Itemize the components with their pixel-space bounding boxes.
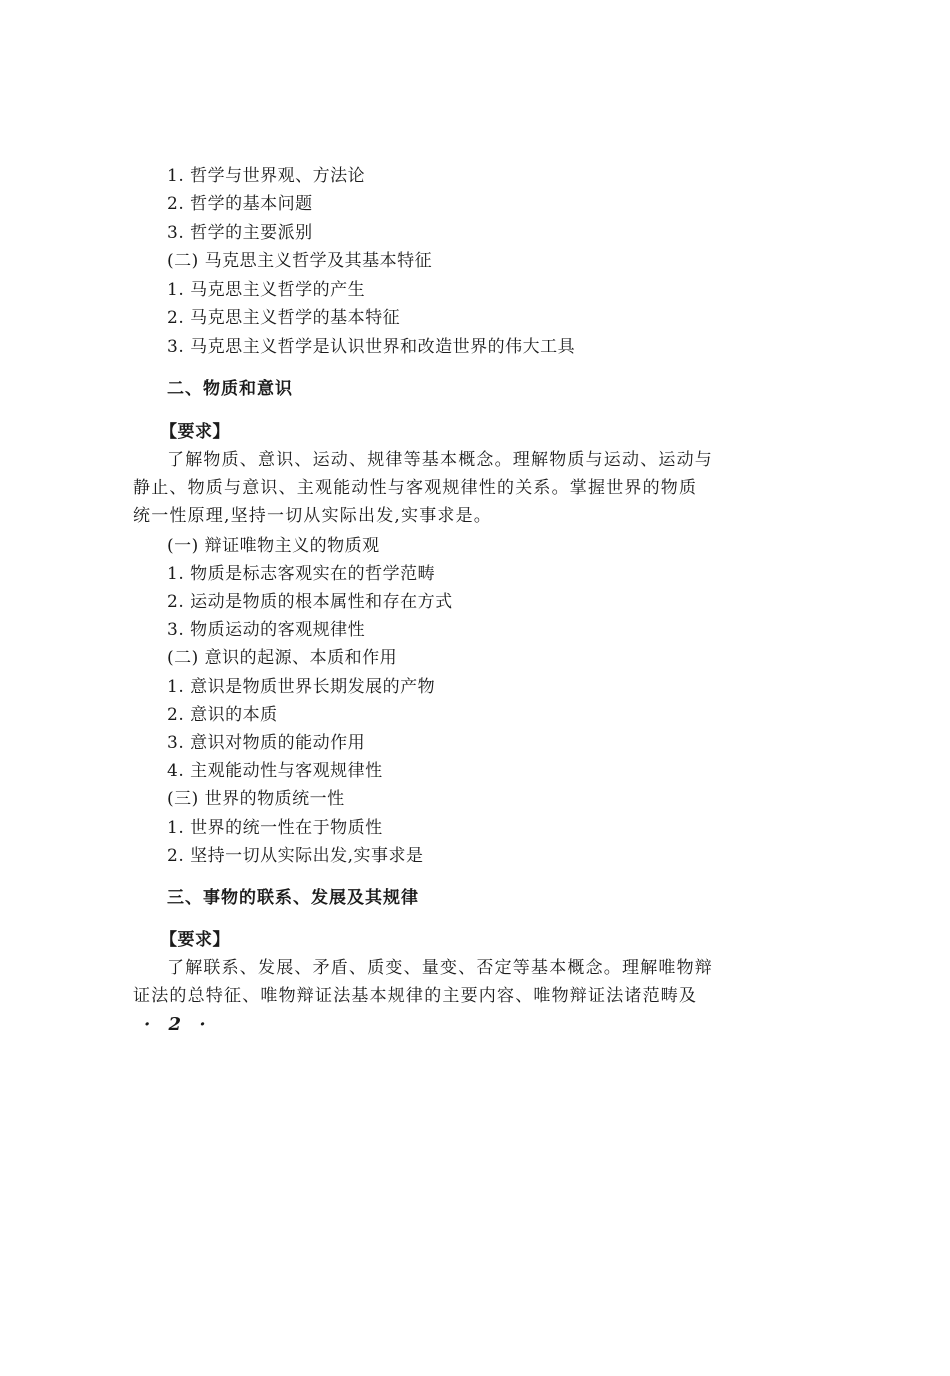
list-item: 3. 物质运动的客观规律性 — [167, 620, 366, 640]
subsection-heading: (三) 世界的物质统一性 — [167, 789, 345, 809]
requirement-paragraph-line: 证法的总特征、唯物辩证法基本规律的主要内容、唯物辩证法诸范畴及 — [133, 986, 698, 1006]
list-item: 2. 意识的本质 — [167, 705, 278, 725]
subsection-heading: (一) 辩证唯物主义的物质观 — [167, 536, 380, 556]
section-heading: 三、事物的联系、发展及其规律 — [167, 888, 419, 908]
list-item: 3. 马克思主义哲学是认识世界和改造世界的伟大工具 — [167, 337, 576, 357]
list-item: 2. 运动是物质的根本属性和存在方式 — [167, 592, 453, 612]
subsection-heading: (二) 马克思主义哲学及其基本特征 — [167, 251, 433, 271]
requirement-label: 【要求】 — [160, 422, 230, 442]
list-item: 1. 世界的统一性在于物质性 — [167, 818, 383, 838]
list-item: 2. 马克思主义哲学的基本特征 — [167, 308, 401, 328]
requirement-paragraph-line: 统一性原理,坚持一切从实际出发,实事求是。 — [133, 506, 493, 526]
list-item: 1. 马克思主义哲学的产生 — [167, 280, 366, 300]
requirement-paragraph-line: 了解物质、意识、运动、规律等基本概念。理解物质与运动、运动与 — [167, 450, 713, 470]
list-item: 1. 意识是物质世界长期发展的产物 — [167, 677, 436, 697]
list-item: 3. 哲学的主要派别 — [167, 223, 313, 243]
list-item: 3. 意识对物质的能动作用 — [167, 733, 366, 753]
list-item: 2. 坚持一切从实际出发,实事求是 — [167, 846, 424, 866]
list-item: 4. 主观能动性与客观规律性 — [167, 761, 383, 781]
subsection-heading: (二) 意识的起源、本质和作用 — [167, 648, 398, 668]
requirement-paragraph-line: 了解联系、发展、矛盾、质变、量变、否定等基本概念。理解唯物辩 — [167, 958, 713, 978]
list-item: 2. 哲学的基本问题 — [167, 194, 313, 214]
requirement-paragraph-line: 静止、物质与意识、主观能动性与客观规律性的关系。掌握世界的物质 — [133, 478, 698, 498]
page-number: · 2 · — [144, 1014, 212, 1035]
requirement-label: 【要求】 — [160, 930, 230, 950]
list-item: 1. 哲学与世界观、方法论 — [167, 166, 366, 186]
section-heading: 二、物质和意识 — [167, 379, 293, 399]
list-item: 1. 物质是标志客观实在的哲学范畴 — [167, 564, 436, 584]
